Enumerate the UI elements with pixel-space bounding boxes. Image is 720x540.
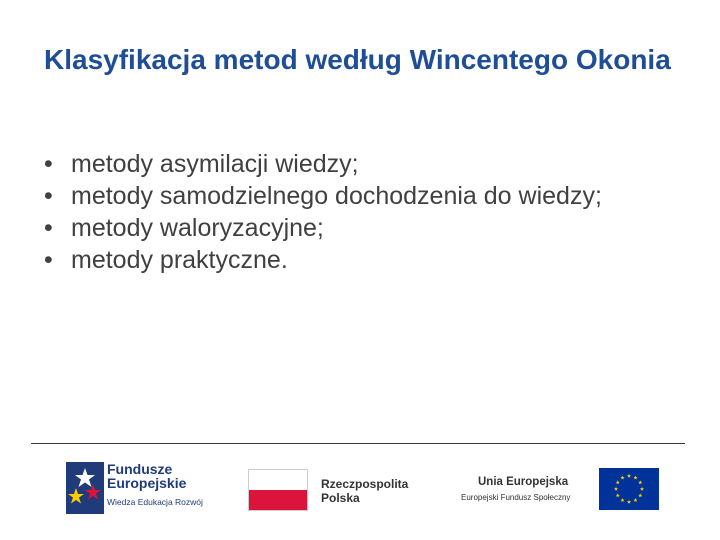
rzeczpospolita-polska-name: Rzeczpospolita Polska <box>321 477 409 505</box>
bullet-marker: • <box>44 182 53 210</box>
bullet-item <box>44 244 644 276</box>
unia-europejska-name: Unia Europejska <box>478 476 569 488</box>
bullet-item <box>44 180 644 212</box>
unia-europejska-subtitle: Europejski Fundusz Społeczny <box>461 493 571 502</box>
bullet-list <box>44 148 644 276</box>
eu-flag-icon <box>599 468 659 510</box>
bullet-marker: • <box>44 150 53 178</box>
rzeczpospolita-polska-logo <box>248 469 428 511</box>
bullet-text: metody praktyczne. <box>71 246 288 274</box>
bullet-text: metody samodzielnego dochodzenia do wiedzy; <box>71 182 602 210</box>
bullet-text: metody asymilacji wiedzy; <box>71 150 359 178</box>
bullet-marker: • <box>44 246 53 274</box>
fundusze-europejskie-name: Fundusze Europejskie <box>107 461 187 491</box>
unia-europejska-logo <box>458 468 663 512</box>
bullet-item <box>44 212 644 244</box>
footer-divider <box>31 443 685 444</box>
polish-flag-icon <box>248 469 308 511</box>
bullet-marker: • <box>44 214 53 242</box>
fundusze-europejskie-logo <box>66 462 216 514</box>
bullet-item <box>44 148 644 180</box>
slide-title: Klasyfikacja metod według Wincentego Okonia <box>44 44 671 75</box>
fundusze-europejskie-star-icon <box>66 462 104 514</box>
bullet-text: metody waloryzacyjne; <box>71 214 324 242</box>
fundusze-europejskie-subtitle: Wiedza Edukacja Rozwój <box>107 497 203 507</box>
